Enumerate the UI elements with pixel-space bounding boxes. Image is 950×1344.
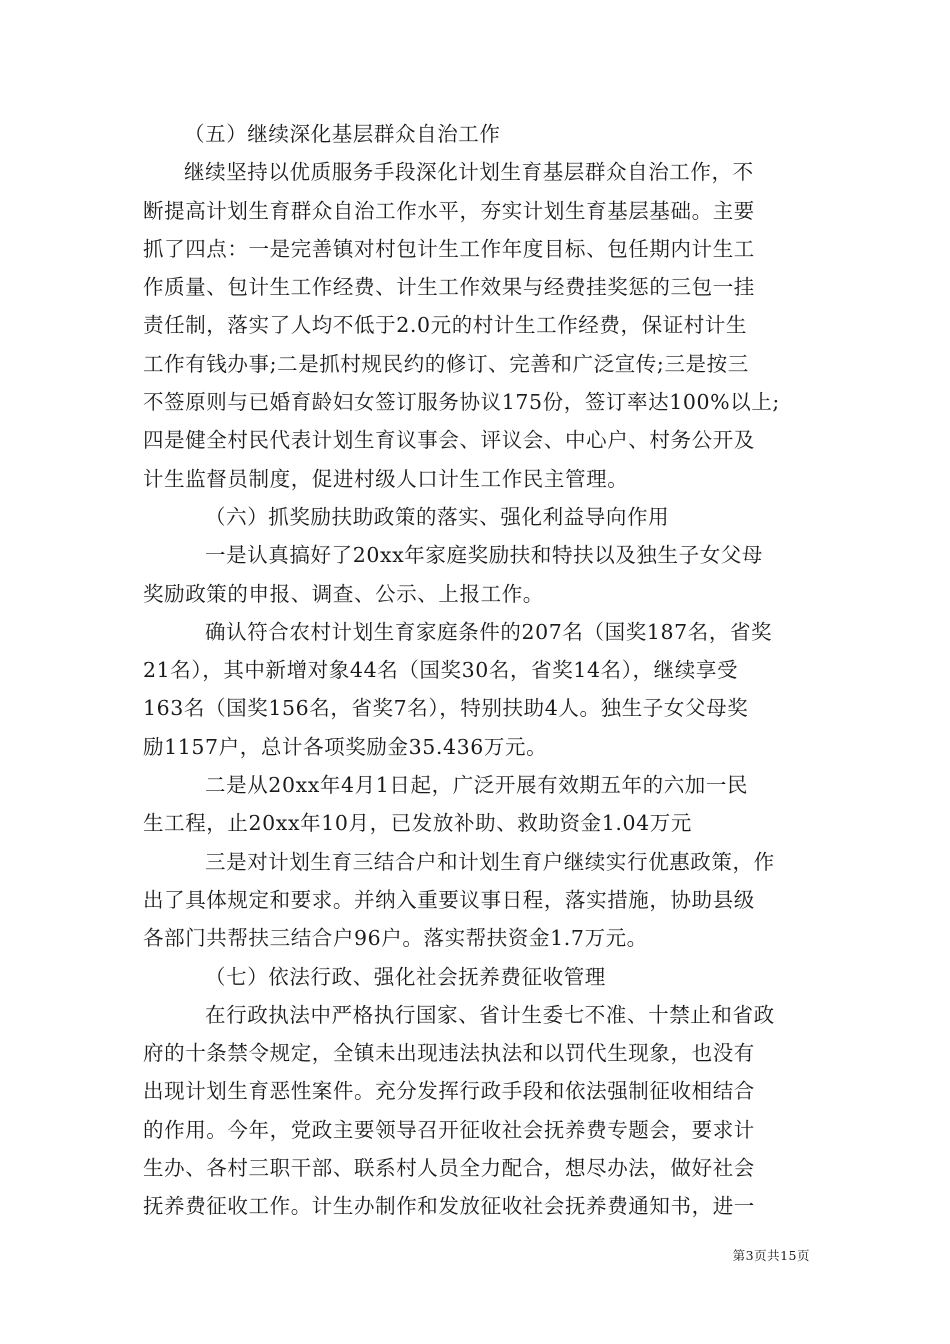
paragraph-line: 一是认真搞好了20xx年家庭奖励扶和特扶以及独生子女父母 [205,543,764,568]
paragraph-line: 府的十条禁令规定，全镇未出现违法执法和以罚代生现象，也没有 [143,1041,755,1066]
paragraph-line: 抚养费征收工作。计生办制作和发放征收社会抚养费通知书，进一 [143,1194,755,1219]
paragraph-line: 继续坚持以优质服务手段深化计划生育基层群众自治工作，不 [184,160,754,185]
paragraph-line: 出了具体规定和要求。并纳入重要议事日程，落实措施，协助县级 [143,887,755,912]
paragraph-line: 确认符合农村计划生育家庭条件的207名（国奖187名，省奖 [205,619,773,644]
paragraph-line: 各部门共帮扶三结合户96户。落实帮扶资金1.7万元。 [143,926,648,951]
paragraph-line: 二是从20xx年4月1日起，广泛开展有效期五年的六加一民 [205,773,749,798]
paragraph-line: 责任制，落实了人均不低于2.0元的村计生工作经费，保证村计生 [143,313,748,338]
paragraph-line: 163名（国奖156名，省奖7名），特别扶助4人。独生子女父母奖 [143,696,749,721]
paragraph-line: 21名），其中新增对象44名（国奖30名，省奖14名），继续享受 [143,658,739,683]
page-number-footer: 第3页共15页 [732,1248,810,1263]
paragraph-line: 抓了四点：一是完善镇对村包计生工作年度目标、包任期内计生工 [143,236,755,261]
document-body [143,115,807,1226]
section-heading-7: （七）依法行政、强化社会抚养费征收管理 [205,964,606,989]
paragraph-line: 生工程，止20xx年10月，已发放补助、救助资金1.04万元 [143,811,692,836]
paragraph-line: 计生监督员制度，促进村级人口计生工作民主管理。 [143,466,629,491]
paragraph-line: 作质量、包计生工作经费、计生工作效果与经费挂奖惩的三包一挂 [143,275,755,300]
section-heading-6: （六）抓奖励扶助政策的落实、强化利益导向作用 [205,504,670,529]
paragraph-line: 四是健全村民代表计划生育议事会、评议会、中心户、村务公开及 [143,428,755,453]
paragraph-line: 在行政执法中严格执行国家、省计生委七不准、十禁止和省政 [205,1002,775,1027]
paragraph-line: 的作用。今年，党政主要领导召开征收社会抚养费专题会，要求计 [143,1117,755,1142]
paragraph-line: 出现计划生育恶性案件。充分发挥行政手段和依法强制征收相结合 [143,1079,755,1104]
paragraph-line: 断提高计划生育群众自治工作水平，夯实计划生育基层基础。主要 [143,198,755,223]
paragraph-line: 生办、各村三职干部、联系村人员全力配合，想尽办法，做好社会 [143,1156,755,1181]
paragraph-line: 三是对计划生育三结合户和计划生育户继续实行优惠政策，作 [205,849,775,874]
paragraph-line: 工作有钱办事;二是抓村规民约的修订、完善和广泛宣传;三是按三 [143,351,749,376]
section-heading-5: （五）继续深化基层群众自治工作 [184,122,501,146]
paragraph-line: 励1157户，总计各项奖励金35.436万元。 [143,734,548,759]
paragraph-line: 奖励政策的申报、调查、公示、上报工作。 [143,581,544,606]
paragraph-line: 不签原则与已婚育龄妇女签订服务协议175份，签订率达100%以上; [143,390,780,415]
